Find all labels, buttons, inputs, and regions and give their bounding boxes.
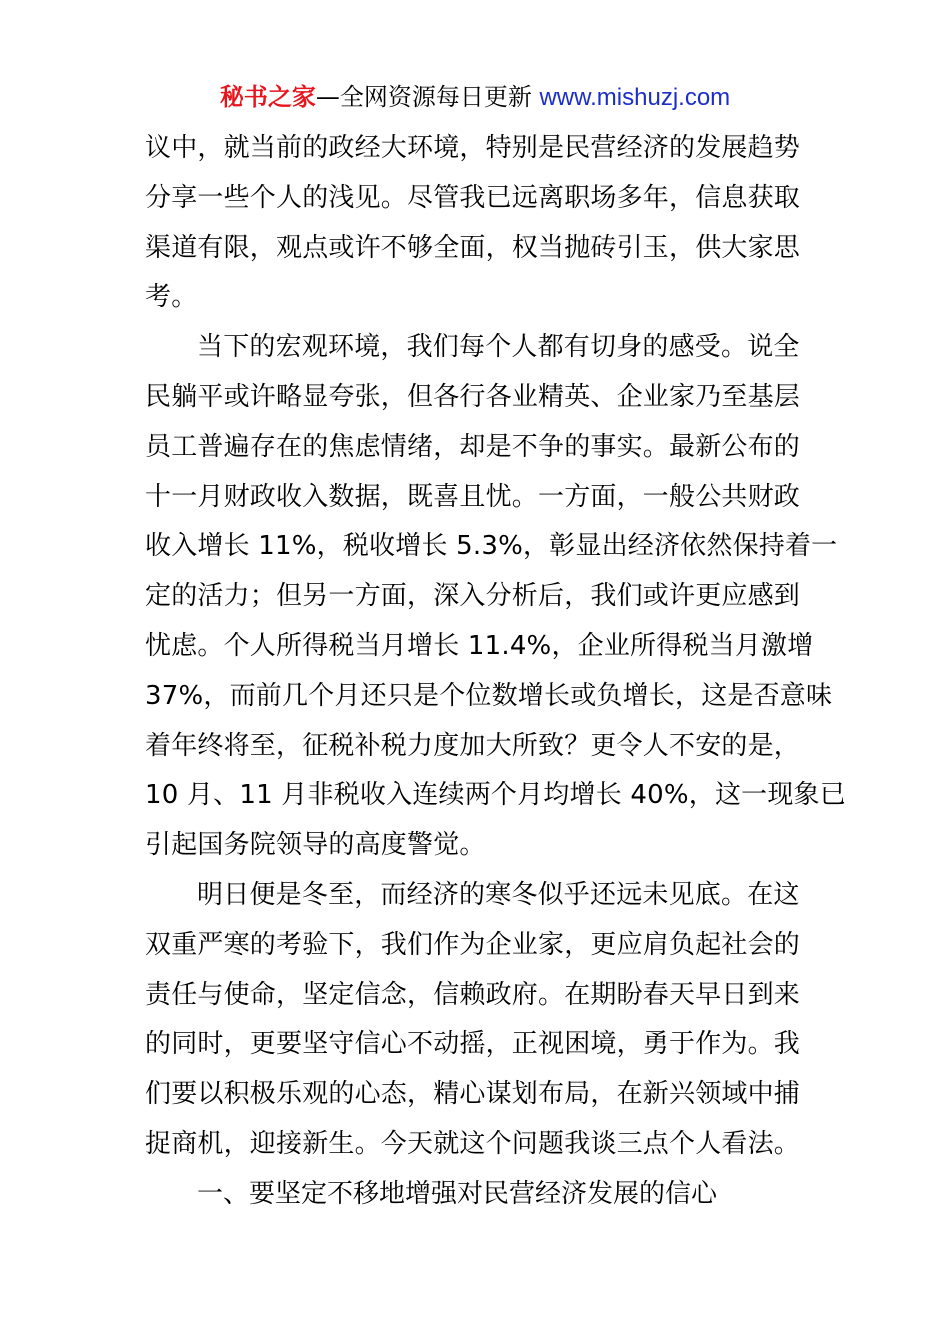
- header-tagline: —全网资源每日更新: [315, 83, 532, 111]
- site-url[interactable]: www.mishuzj.com: [539, 84, 731, 111]
- text-line: 当下的宏观环境，我们每个人都有切身的感受。说全: [197, 332, 800, 363]
- text-line: 民躺平或许略显夸张，但各行各业精英、企业家乃至基层: [145, 381, 801, 412]
- paragraph-intro: [145, 124, 825, 323]
- text-line: 的同时，更要坚守信心不动摇，正视困境，勇于作为。我: [145, 1029, 801, 1060]
- text-line: 渠道有限，观点或许不够全面，权当抛砖引玉，供大家思: [145, 232, 801, 263]
- section-heading: 一、要坚定不移地增强对民营经济发展的信心: [197, 1178, 718, 1209]
- text-line: 收入增长 11%，税收增长 5.3%，彰显出经济依然保持着一: [145, 531, 838, 562]
- text-line: 考。: [145, 282, 198, 313]
- text-line: 员工普遍存在的焦虑情绪，却是不争的事实。最新公布的: [145, 431, 801, 462]
- text-line: 议中，就当前的政经大环境，特别是民营经济的发展趋势: [145, 133, 801, 163]
- document-body: [145, 124, 846, 1220]
- site-header: [0, 80, 950, 115]
- text-line: 责任与使命，坚定信念，信赖政府。在期盼春天早日到来: [145, 979, 801, 1010]
- paragraph-macro-environment: [145, 323, 846, 871]
- text-line: 们要以积极乐观的心态，精心谋划布局，在新兴领域中捕: [145, 1079, 801, 1110]
- text-line: 明日便是冬至，而经济的寒冬似乎还远未见底。在这: [197, 879, 800, 910]
- text-line: 引起国务院领导的高度警觉。: [145, 830, 486, 861]
- text-line: 忧虑。个人所得税当月增长 11.4%，企业所得税当月激增: [145, 630, 814, 661]
- paragraph-winter-solstice: [145, 871, 825, 1170]
- text-line: 定的活力；但另一方面，深入分析后，我们或许更应感到: [145, 581, 801, 612]
- text-line: 双重严寒的考验下，我们作为企业家，更应肩负起社会的: [145, 929, 801, 960]
- brand-name: 秘书之家: [219, 83, 316, 111]
- text-line: 10 月、11 月非税收入连续两个月均增长 40%，这一现象已: [145, 780, 846, 811]
- text-line: 捉商机，迎接新生。今天就这个问题我谈三点个人看法。: [145, 1128, 801, 1159]
- text-line: 37%，而前几个月还只是个位数增长或负增长，这是否意味: [145, 680, 833, 711]
- text-line: 十一月财政收入数据，既喜且忧。一方面，一般公共财政: [145, 481, 801, 512]
- text-line: 分享一些个人的浅见。尽管我已远离职场多年，信息获取: [145, 182, 801, 213]
- text-line: 着年终将至，征税补税力度加大所致？更令人不安的是，: [145, 730, 801, 761]
